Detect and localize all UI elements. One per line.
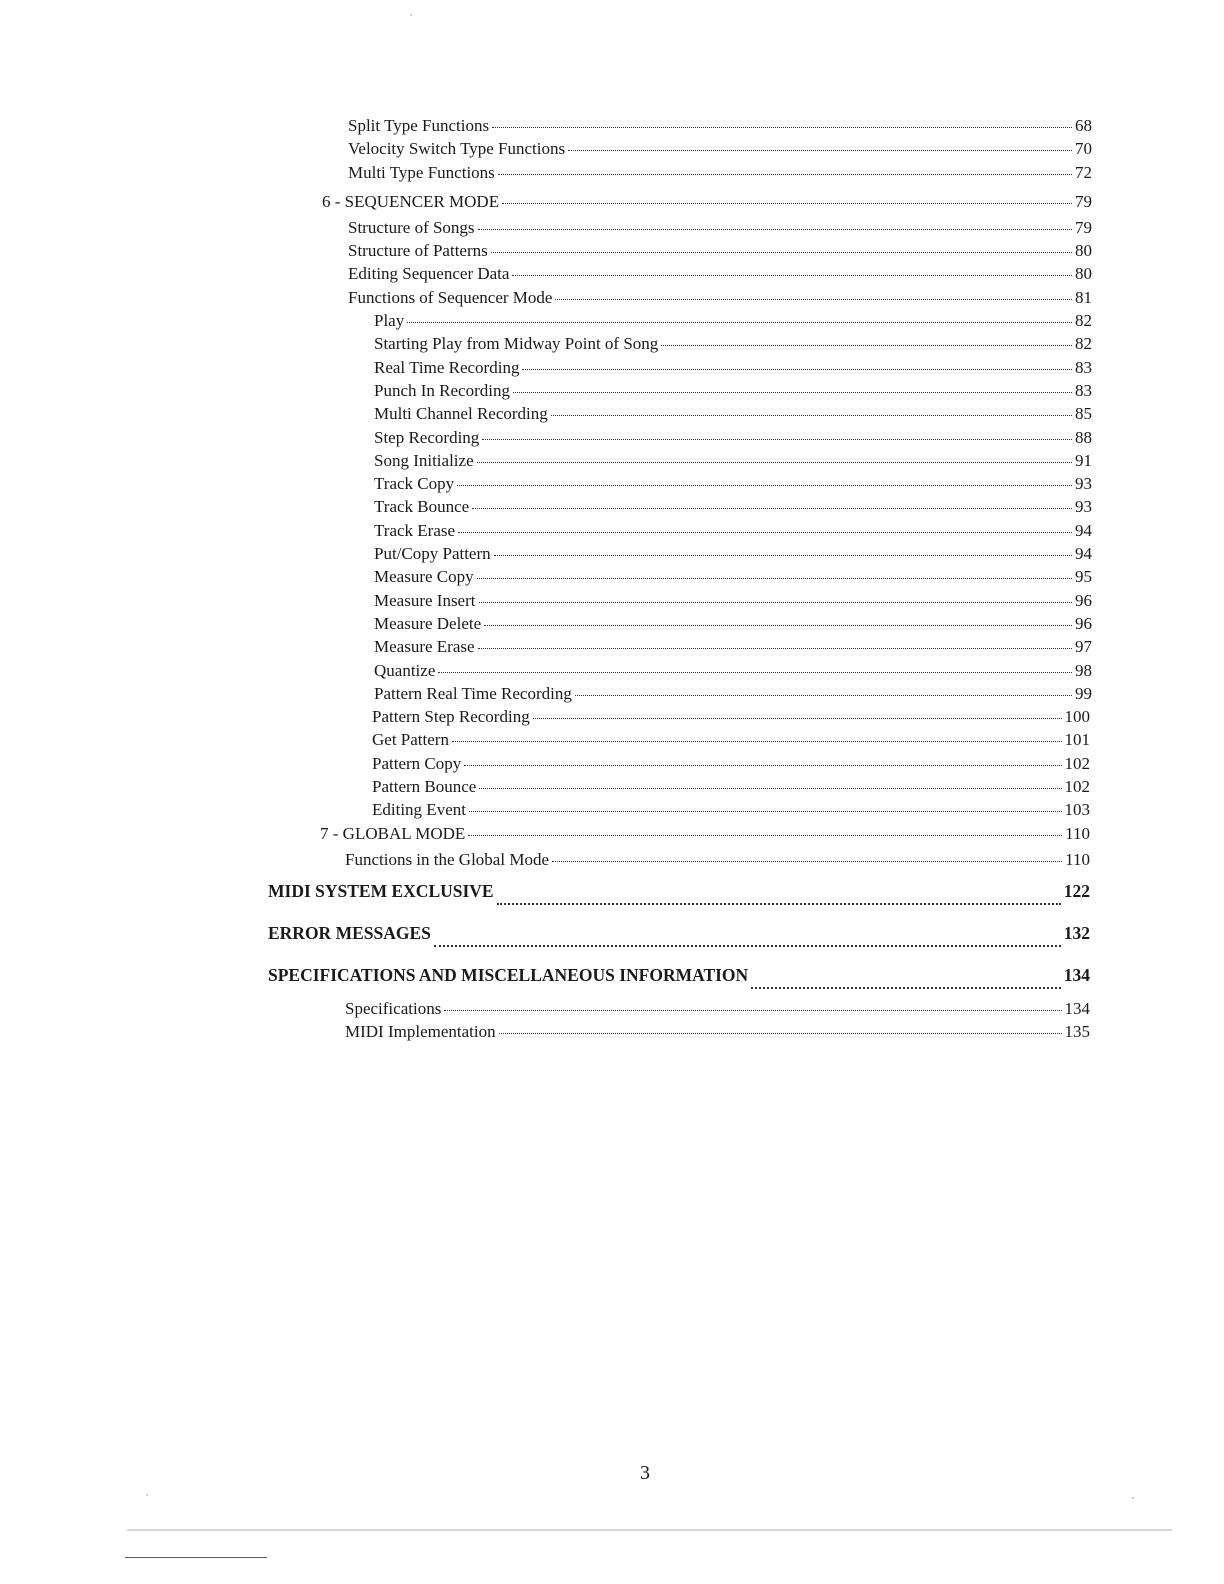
dot-leader (551, 398, 1072, 416)
footer-rule (127, 1529, 1172, 1531)
toc-entry-label: Structure of Songs (348, 217, 475, 237)
dot-leader (502, 186, 1072, 204)
toc-entry-page: 101 (1064, 730, 1090, 750)
toc-entry-page: 96 (1075, 613, 1092, 633)
toc-entry-page: 132 (1063, 922, 1090, 943)
toc-entry-page: 80 (1075, 264, 1092, 284)
dot-leader (468, 818, 1062, 836)
dot-leader (434, 927, 1061, 947)
toc-entry-page: 97 (1075, 637, 1092, 657)
toc-entry (0, 1019, 1224, 1042)
toc-entry-label: Measure Erase (374, 637, 475, 657)
dot-leader (499, 1016, 1062, 1034)
toc-entry-label: Play (374, 311, 405, 331)
toc-entry-label: Measure Delete (374, 613, 482, 633)
toc-entry-page: 83 (1075, 380, 1092, 400)
toc-entry-label: Get Pattern (372, 730, 449, 750)
scan-speck (1132, 1497, 1134, 1499)
toc-entry-page: 95 (1075, 567, 1092, 587)
toc-entry (0, 188, 1224, 215)
toc-entry-page: 135 (1064, 1022, 1090, 1042)
dot-leader (497, 885, 1061, 905)
toc-entry-label: Song Initialize (374, 450, 474, 470)
toc-entry-page: 134 (1064, 998, 1090, 1018)
toc-entry-page: 99 (1075, 683, 1092, 703)
dot-leader (477, 445, 1072, 463)
toc-entry-label: SPECIFICATIONS AND MISCELLANEOUS INFORMATION (268, 964, 749, 985)
toc-entry-label: Functions of Sequencer Mode (348, 287, 553, 307)
toc-entry-page: 98 (1075, 660, 1092, 680)
toc-entry-page: 81 (1075, 287, 1092, 307)
dot-leader (469, 794, 1062, 812)
page-number: 3 (640, 1462, 650, 1484)
toc-entry-label: Punch In Recording (374, 380, 510, 400)
dot-leader (492, 110, 1072, 128)
dot-leader (407, 305, 1072, 323)
toc-section-entry (0, 912, 1224, 954)
toc-entry-label: Track Bounce (374, 497, 470, 517)
toc-entry-label: Step Recording (374, 427, 480, 447)
toc-entry-label: Velocity Switch Type Functions (348, 139, 566, 159)
toc-entry-page: 91 (1075, 450, 1092, 470)
toc-entry-page: 80 (1075, 241, 1092, 261)
toc-entry-label: Multi Type Functions (348, 162, 495, 182)
toc-entry-label: 6 - SEQUENCER MODE (322, 191, 500, 211)
dot-leader (512, 258, 1072, 276)
dot-leader (479, 771, 1061, 789)
scan-speck (146, 1494, 148, 1496)
toc-entry-page: 122 (1063, 880, 1090, 901)
toc-entry-page: 110 (1065, 823, 1090, 843)
toc-entry-page: 96 (1075, 590, 1092, 610)
dot-leader (555, 282, 1072, 300)
toc-entry-page: 134 (1063, 964, 1090, 985)
dot-leader (751, 969, 1061, 989)
dot-leader (464, 748, 1061, 766)
toc-entry (0, 160, 1224, 183)
toc-entry-label: Multi Channel Recording (374, 404, 548, 424)
toc-entry-page: 82 (1075, 334, 1092, 354)
dot-leader (477, 561, 1072, 579)
toc-entry-label: Pattern Copy (372, 753, 462, 773)
dot-leader (661, 328, 1072, 346)
toc-entry-label: MIDI SYSTEM EXCLUSIVE (268, 880, 494, 901)
toc-entry-label: Track Copy (374, 474, 455, 494)
toc-entry-label: Pattern Real Time Recording (374, 683, 572, 703)
toc-entry-page: 79 (1075, 217, 1092, 237)
toc-entry-page: 79 (1075, 191, 1092, 211)
toc-entry-page: 103 (1064, 800, 1090, 820)
toc-entry-label: Track Erase (374, 520, 456, 540)
dot-leader (522, 352, 1072, 370)
toc-entry-page: 88 (1075, 427, 1092, 447)
dot-leader (452, 724, 1062, 742)
dot-leader (575, 678, 1072, 696)
toc-entry-page: 110 (1065, 849, 1090, 869)
dot-leader (552, 844, 1062, 862)
toc-entry-page: 100 (1064, 707, 1090, 727)
toc-entry-label: Specifications (345, 998, 442, 1018)
toc-entry-label: Pattern Step Recording (372, 707, 530, 727)
footer-mark (125, 1557, 267, 1558)
toc-entry-label: Pattern Bounce (372, 777, 477, 797)
dot-leader (479, 585, 1073, 603)
toc-entry-label: MIDI Implementation (345, 1022, 496, 1042)
dot-leader (478, 212, 1072, 230)
toc-section-entry (0, 954, 1224, 996)
toc-entry-page: 68 (1075, 116, 1092, 135)
dot-leader (457, 468, 1072, 486)
toc-entry (0, 847, 1224, 870)
dot-leader (533, 701, 1062, 719)
toc-entry-label: Put/Copy Pattern (374, 544, 491, 564)
toc-entry-page: 82 (1075, 311, 1092, 331)
dot-leader (513, 375, 1072, 393)
toc-entry-page: 94 (1075, 544, 1092, 564)
toc-section-entry (0, 870, 1224, 912)
dot-leader (482, 422, 1072, 440)
toc-entry-label: 7 - GLOBAL MODE (320, 823, 466, 843)
toc-entry-page: 72 (1075, 162, 1092, 182)
toc-entry-label: Starting Play from Midway Point of Song (374, 334, 659, 354)
toc-entry-label: Quantize (374, 660, 436, 680)
toc-entry-page: 102 (1064, 777, 1090, 797)
toc-entry-page: 94 (1075, 520, 1092, 540)
dot-leader (498, 157, 1072, 175)
dot-leader (568, 133, 1072, 151)
dot-leader (438, 655, 1072, 673)
toc-entry-page: 93 (1075, 474, 1092, 494)
toc-entry-page: 83 (1075, 357, 1092, 377)
toc-entry-page: 70 (1075, 139, 1092, 159)
scan-speck (410, 14, 412, 16)
table-of-contents (0, 113, 1224, 1043)
dot-leader (444, 993, 1061, 1011)
toc-entry-label: Editing Sequencer Data (348, 264, 510, 284)
toc-entry-page: 102 (1064, 753, 1090, 773)
dot-leader (484, 608, 1072, 626)
toc-entry-label: Structure of Patterns (348, 241, 488, 261)
dot-leader (491, 235, 1072, 253)
toc-entry-label: Functions in the Global Mode (345, 849, 549, 869)
toc-entry-label: Measure Insert (374, 590, 476, 610)
dot-leader (478, 631, 1072, 649)
toc-entry-page: 93 (1075, 497, 1092, 517)
toc-entry-label: ERROR MESSAGES (268, 922, 431, 943)
toc-entry-label: Measure Copy (374, 567, 474, 587)
toc-entry-label: Split Type Functions (348, 116, 490, 135)
dot-leader (458, 515, 1072, 533)
dot-leader (472, 491, 1072, 509)
toc-entry-label: Real Time Recording (374, 357, 520, 377)
toc-entry-label: Editing Event (372, 800, 466, 820)
dot-leader (494, 538, 1072, 556)
toc-entry-page: 85 (1075, 404, 1092, 424)
